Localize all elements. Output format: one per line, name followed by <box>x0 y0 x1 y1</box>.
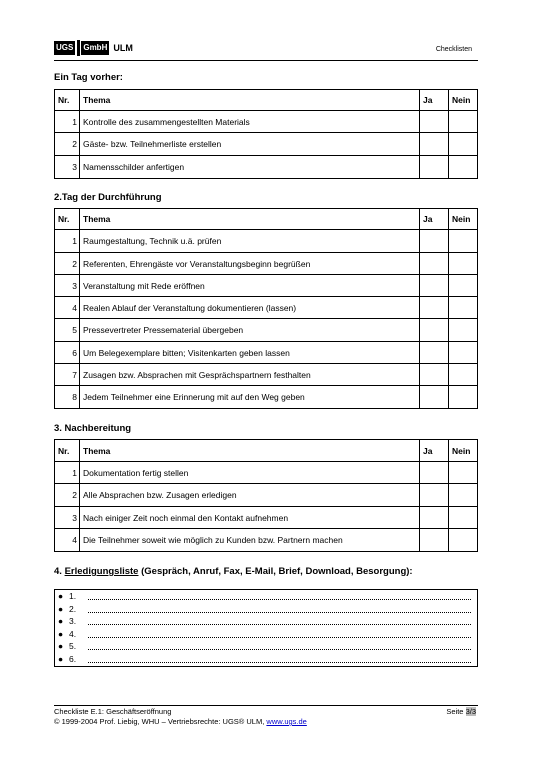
list-item[interactable] <box>55 591 477 603</box>
row-thema: Nach einiger Zeit noch einmal den Kontakt aufnehmen <box>80 507 420 529</box>
checkbox-ja[interactable] <box>420 297 449 319</box>
row-nr: 8 <box>55 386 80 409</box>
table-row <box>55 319 478 342</box>
checkbox-nein[interactable] <box>449 386 478 409</box>
row-nr: 6 <box>55 342 80 364</box>
col-header-nein: Nein <box>449 90 478 111</box>
col-header-thema: Thema <box>80 209 420 230</box>
row-thema: Kontrolle des zusammengestellten Materials <box>80 111 420 133</box>
checkbox-ja[interactable] <box>420 386 449 409</box>
row-thema: Zusagen bzw. Absprachen mit Gesprächspartnern festhalten <box>80 364 420 386</box>
section-title-4 <box>54 566 413 577</box>
page-label: Seite <box>446 707 466 716</box>
checkbox-ja[interactable] <box>420 275 449 297</box>
checkbox-ja[interactable] <box>420 342 449 364</box>
row-thema: Namensschilder anfertigen <box>80 156 420 179</box>
table-row <box>55 133 478 156</box>
col-header-ja: Ja <box>420 90 449 111</box>
page-footer <box>54 705 478 727</box>
col-header-thema: Thema <box>80 90 420 111</box>
row-thema: Jedem Teilnehmer eine Erinnerung mit auf den Weg geben <box>80 386 420 409</box>
page-current: 3 <box>465 707 470 716</box>
list-item[interactable] <box>55 641 477 653</box>
row-thema: Raumgestaltung, Technik u.ä. prüfen <box>80 230 420 253</box>
list-item[interactable] <box>55 616 477 628</box>
table-row <box>55 156 478 179</box>
table-row <box>55 230 478 253</box>
row-thema: Realen Ablauf der Veranstaltung dokumentieren (lassen) <box>80 297 420 319</box>
checkbox-ja[interactable] <box>420 529 449 552</box>
checkbox-nein[interactable] <box>449 484 478 507</box>
checkbox-nein[interactable] <box>449 507 478 529</box>
row-thema: Referenten, Ehrengäste vor Veranstaltungsbeginn begrüßen <box>80 253 420 275</box>
row-nr: 2 <box>55 253 80 275</box>
dotted-line <box>88 624 471 625</box>
checklist-table-3 <box>54 439 478 552</box>
row-nr: 3 <box>55 507 80 529</box>
checkbox-ja[interactable] <box>420 462 449 484</box>
row-nr: 2 <box>55 484 80 507</box>
col-header-nr: Nr. <box>55 209 80 230</box>
dotted-line <box>88 662 471 663</box>
dotted-line <box>88 649 471 650</box>
section-title-3: 3. Nachbereitung <box>54 423 132 434</box>
row-nr: 3 <box>55 156 80 179</box>
table-header-row <box>55 440 478 462</box>
checkbox-nein[interactable] <box>449 297 478 319</box>
row-thema: Um Belegexemplare bitten; Visitenkarten geben lassen <box>80 342 420 364</box>
table-row <box>55 253 478 275</box>
row-thema: Veranstaltung mit Rede eröffnen <box>80 275 420 297</box>
col-header-ja: Ja <box>420 440 449 462</box>
erledigung-prefix: 4. <box>54 566 65 577</box>
checkbox-nein[interactable] <box>449 364 478 386</box>
checkbox-ja[interactable] <box>420 484 449 507</box>
list-item-number: 2. <box>69 603 77 614</box>
checkbox-ja[interactable] <box>420 230 449 253</box>
row-nr: 4 <box>55 297 80 319</box>
company-logo <box>54 40 133 56</box>
checkbox-nein[interactable] <box>449 462 478 484</box>
checklist-table-1 <box>54 89 478 179</box>
row-nr: 7 <box>55 364 80 386</box>
checkbox-nein[interactable] <box>449 529 478 552</box>
logo-city: ULM <box>113 43 133 53</box>
footer-link[interactable]: www.ugs.de <box>266 717 307 726</box>
list-item[interactable] <box>55 654 477 666</box>
table-row <box>55 111 478 133</box>
col-header-nr: Nr. <box>55 440 80 462</box>
row-thema: Pressevertreter Pressematerial übergeben <box>80 319 420 342</box>
section-title-1: Ein Tag vorher: <box>54 72 123 83</box>
checkbox-ja[interactable] <box>420 111 449 133</box>
row-nr: 1 <box>55 111 80 133</box>
col-header-thema: Thema <box>80 440 420 462</box>
table-row <box>55 386 478 409</box>
row-nr: 3 <box>55 275 80 297</box>
bullet-icon: ● <box>58 641 64 651</box>
bullet-icon: ● <box>58 591 64 601</box>
col-header-nein: Nein <box>449 440 478 462</box>
page-header <box>54 38 478 61</box>
list-item[interactable] <box>55 629 477 641</box>
row-nr: 4 <box>55 529 80 552</box>
row-nr: 1 <box>55 230 80 253</box>
table-row <box>55 507 478 529</box>
header-label: Checklisten <box>435 46 472 53</box>
row-thema: Dokumentation fertig stellen <box>80 462 420 484</box>
row-nr: 2 <box>55 133 80 156</box>
checkbox-nein[interactable] <box>449 342 478 364</box>
col-header-nein: Nein <box>449 209 478 230</box>
section-title-2: 2.Tag der Durchführung <box>54 192 162 203</box>
table-row <box>55 297 478 319</box>
checkbox-ja[interactable] <box>420 507 449 529</box>
list-item-number: 4. <box>69 628 77 639</box>
page-number <box>446 707 476 717</box>
list-item[interactable] <box>55 604 477 616</box>
dotted-line <box>88 637 471 638</box>
dotted-line <box>88 599 471 600</box>
checkbox-nein[interactable] <box>449 319 478 342</box>
checkbox-ja[interactable] <box>420 156 449 179</box>
table-row <box>55 342 478 364</box>
erledigung-title: Erledigungsliste <box>64 566 139 577</box>
checklist-table-2 <box>54 208 478 409</box>
list-item-number: 6. <box>69 653 77 664</box>
list-item-number: 5. <box>69 641 77 651</box>
checkbox-ja[interactable] <box>420 133 449 156</box>
page-sep: / <box>469 707 472 716</box>
bullet-icon: ● <box>58 603 64 614</box>
checkbox-ja[interactable] <box>420 253 449 275</box>
row-thema: Gäste- bzw. Teilnehmerliste erstellen <box>80 133 420 156</box>
page-total: 3 <box>471 707 476 716</box>
table-row <box>55 462 478 484</box>
row-thema: Alle Absprachen bzw. Zusagen erledigen <box>80 484 420 507</box>
table-row <box>55 529 478 552</box>
list-item-number: 1. <box>69 591 77 601</box>
checkbox-ja[interactable] <box>420 364 449 386</box>
bullet-icon: ● <box>58 616 64 626</box>
checkbox-ja[interactable] <box>420 319 449 342</box>
footer-copyright <box>54 717 478 727</box>
checkbox-nein[interactable] <box>449 275 478 297</box>
logo-gmbh: GmbH <box>81 41 109 55</box>
logo-ugs: UGS <box>54 41 75 55</box>
footer-copyright-text: © 1999-2004 Prof. Liebig, WHU – Vertriebsrechte: UGS® ULM, <box>54 717 267 726</box>
table-row <box>55 275 478 297</box>
col-header-ja: Ja <box>420 209 449 230</box>
logo-bar-icon <box>77 40 80 56</box>
checkbox-nein[interactable] <box>449 111 478 133</box>
checkbox-nein[interactable] <box>449 253 478 275</box>
bullet-icon: ● <box>58 653 64 664</box>
erledigung-box <box>54 589 478 667</box>
list-item-number: 3. <box>69 616 77 626</box>
footer-title: Checkliste E.1: Geschäftseröffnung <box>54 707 172 716</box>
table-row <box>55 364 478 386</box>
row-thema: Die Teilnehmer soweit wie möglich zu Kunden bzw. Partnern machen <box>80 529 420 552</box>
col-header-nr: Nr. <box>55 90 80 111</box>
row-nr: 5 <box>55 319 80 342</box>
checkbox-nein[interactable] <box>449 156 478 179</box>
checkbox-nein[interactable] <box>449 230 478 253</box>
checkbox-nein[interactable] <box>449 133 478 156</box>
bullet-icon: ● <box>58 628 64 639</box>
dotted-line <box>88 612 471 613</box>
table-header-row <box>55 209 478 230</box>
table-row <box>55 484 478 507</box>
erledigung-suffix: (Gespräch, Anruf, Fax, E-Mail, Brief, Download, Besorgung): <box>138 566 413 577</box>
table-header-row <box>55 90 478 111</box>
row-nr: 1 <box>55 462 80 484</box>
